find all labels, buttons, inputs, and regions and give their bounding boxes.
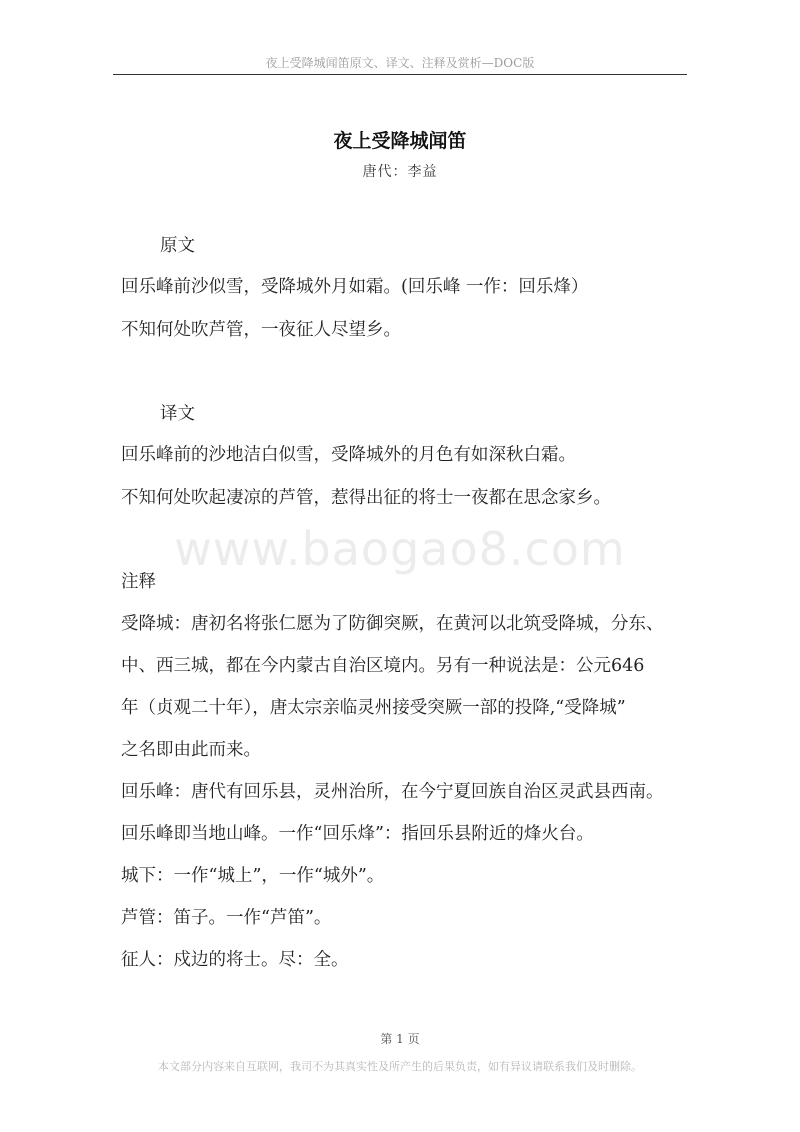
original-line: 不知何处吹芦管，一夜征人尽望乡。 [121, 320, 401, 340]
notes-line: 城下：一作“城上”，一作“城外”。 [121, 866, 385, 886]
header-divider [113, 74, 687, 75]
document-author: 唐代：李益 [362, 164, 438, 180]
document-title: 夜上受降城闻笛 [333, 130, 467, 152]
page-header-title: 夜上受降城闻笛原文、译文、注释及赏析—DOC版 [265, 56, 535, 70]
section-heading-original: 原文 [160, 236, 195, 256]
footer-disclaimer: 本文部分内容来自互联网，我司不为其真实性及所产生的后果负责，如有异议请联系我们及时删除。 [158, 1060, 642, 1073]
notes-line: 受降城：唐初名将张仁愿为了防御突厥，在黄河以北筑受降城，分东、 [121, 614, 664, 634]
notes-line: 征人：戍边的将士。尽：全。 [121, 950, 349, 970]
notes-line: 年（贞观二十年），唐太宗亲临灵州接受突厥一部的投降,“受降城” [121, 698, 626, 718]
notes-line: 之名即由此而来。 [121, 740, 261, 760]
notes-line: 回乐峰：唐代有回乐县，灵州治所，在今宁夏回族自治区灵武县西南。 [121, 782, 664, 802]
section-heading-notes: 注释 [121, 572, 156, 592]
notes-line: 中、西三城，都在今内蒙古自治区境内。另有一种说法是：公元646 [121, 656, 645, 676]
page-number: 第 1 页 [380, 1032, 420, 1046]
section-heading-translation: 译文 [160, 404, 195, 424]
watermark: www.baogao8.com [174, 522, 626, 576]
notes-line: 回乐峰即当地山峰。一作“回乐烽”：指回乐县附近的烽火台。 [121, 824, 594, 844]
notes-line: 芦管：笛子。一作“芦笛”。 [121, 908, 332, 928]
original-line: 回乐峰前沙似雪，受降城外月如霜。(回乐峰 一作：回乐烽） [121, 277, 589, 297]
translation-line: 回乐峰前的沙地洁白似雪，受降城外的月色有如深秋白霜。 [121, 445, 576, 465]
translation-line: 不知何处吹起凄凉的芦管，惹得出征的将士一夜都在思念家乡。 [121, 488, 611, 508]
